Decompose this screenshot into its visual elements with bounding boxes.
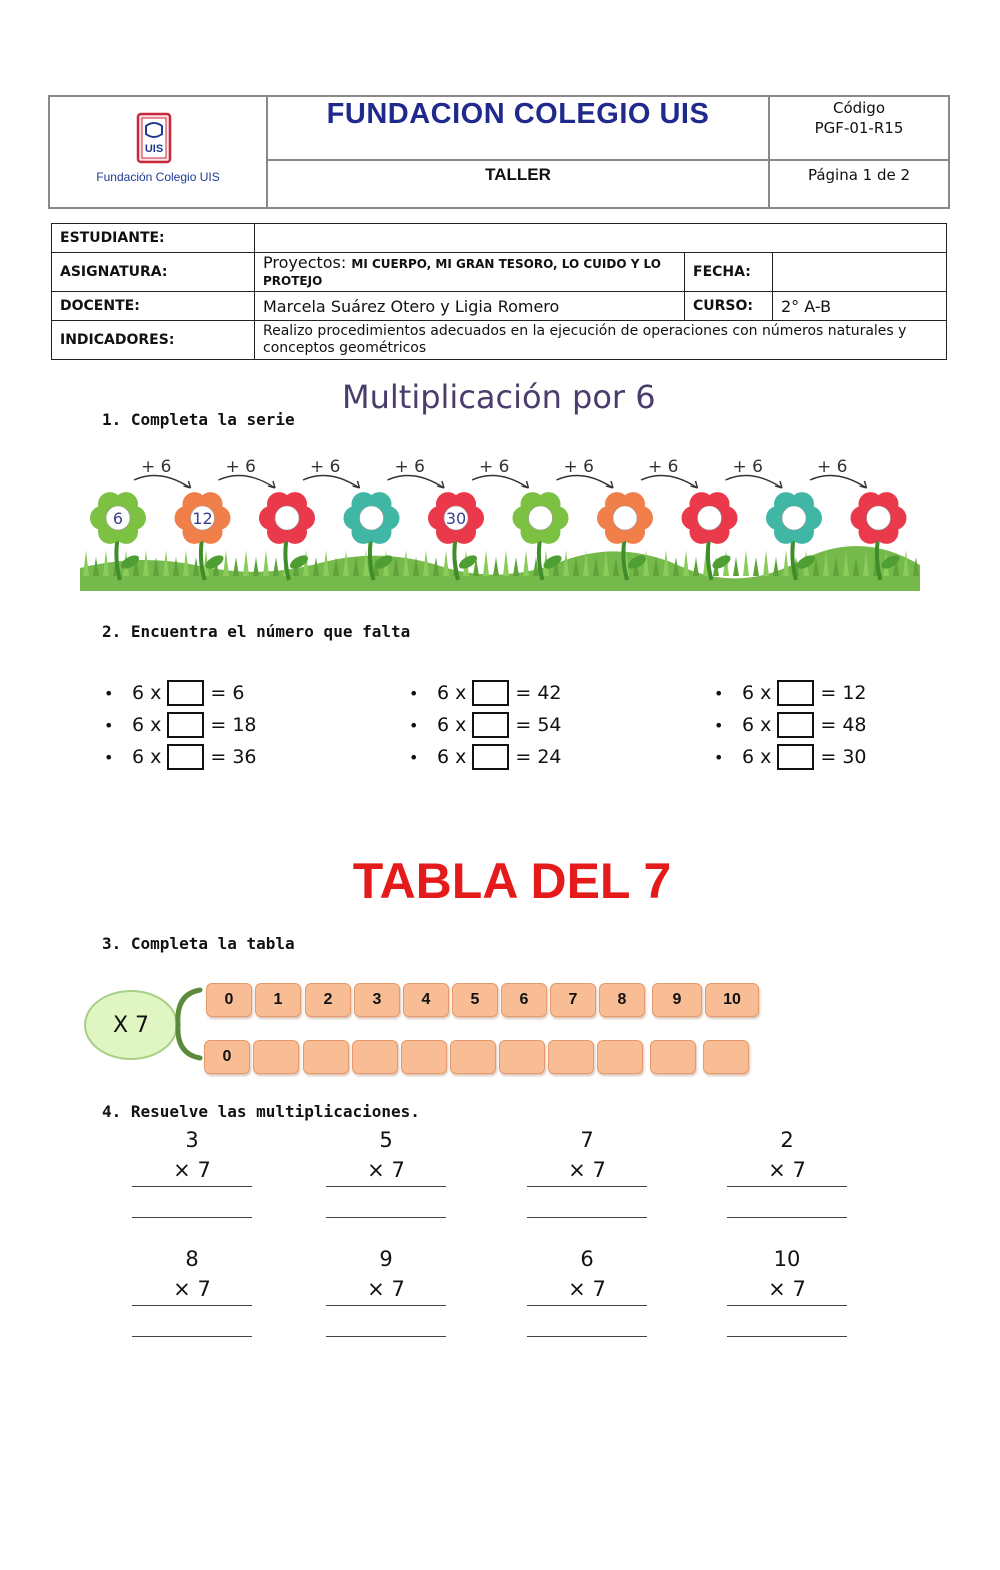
flower-series <box>80 448 920 593</box>
answer-tile[interactable] <box>548 1040 594 1074</box>
flower-center[interactable] <box>529 506 553 530</box>
flower-stem <box>454 536 458 580</box>
answer-line[interactable] <box>727 1306 847 1337</box>
grass-blade <box>763 550 769 576</box>
subject-value: MI CUERPO, MI GRAN TESORO, LO CUIDO Y LO PROTEJO <box>263 257 661 288</box>
student-info-table <box>51 223 947 360</box>
question-3-heading: 3. Completa la tabla <box>102 934 295 953</box>
grass-blade <box>773 557 779 576</box>
answer-tile[interactable] <box>703 1040 749 1074</box>
flower-center[interactable] <box>360 506 384 530</box>
section-title-mult6: Multiplicación por 6 <box>342 378 656 416</box>
equation-result: = 48 <box>820 714 867 736</box>
vertical-multiplication <box>727 1128 847 1218</box>
flower-center[interactable] <box>613 506 637 530</box>
answer-line[interactable] <box>132 1187 252 1218</box>
step-label: + 6 <box>225 457 256 477</box>
step-label: + 6 <box>817 457 848 477</box>
answer-box[interactable] <box>472 712 509 738</box>
flower-number: 12 <box>192 509 213 528</box>
flower-number: 6 <box>112 509 124 528</box>
arrow-icon <box>303 476 360 489</box>
multiplier-line: × 7 <box>132 1158 252 1187</box>
code-label: Código <box>832 99 886 117</box>
answer-line[interactable] <box>527 1187 647 1218</box>
arrow-icon <box>388 476 445 489</box>
grass-blade <box>753 557 759 576</box>
flower <box>682 492 738 580</box>
teacher-value: Marcela Suárez Otero y Ligia Romero <box>255 292 685 321</box>
question-4-heading: 4. Resuelve las multiplicaciones. <box>102 1102 420 1121</box>
equation-prefix: 6 x <box>132 746 162 768</box>
teacher-label: DOCENTE: <box>52 292 255 321</box>
bullet-icon: • <box>104 747 114 767</box>
grass-blade <box>443 550 449 576</box>
bracket-icon <box>168 984 208 1064</box>
arrow-icon <box>134 476 191 489</box>
flower-center[interactable] <box>698 506 722 530</box>
number-tile: 5 <box>452 983 498 1017</box>
multiplicand: 9 <box>379 1247 393 1271</box>
answer-box[interactable] <box>167 680 204 706</box>
grass-blade <box>83 550 89 576</box>
answer-box[interactable] <box>472 680 509 706</box>
arrow-icon <box>472 476 529 489</box>
multiplier-line: × 7 <box>727 1158 847 1187</box>
grass-blade <box>743 550 749 576</box>
equation <box>104 712 257 738</box>
date-field[interactable] <box>773 253 947 292</box>
number-tile: 3 <box>354 983 400 1017</box>
flower-stem <box>539 536 543 580</box>
equation <box>409 680 562 706</box>
grass-blade <box>693 557 699 576</box>
equation <box>104 680 244 706</box>
flower-stem <box>285 536 289 580</box>
bullet-icon: • <box>409 715 419 735</box>
question-2-heading: 2. Encuentra el número que falta <box>102 622 411 641</box>
student-label: ESTUDIANTE: <box>52 224 255 253</box>
equation-result: = 54 <box>515 714 562 736</box>
multiplicand: 5 <box>379 1128 393 1152</box>
equation <box>409 712 562 738</box>
answer-box[interactable] <box>472 744 509 770</box>
grass-blade <box>513 557 519 576</box>
section-title-tabla7: TABLA DEL 7 <box>352 853 672 909</box>
logo-caption: Fundación Colegio UIS <box>96 170 220 184</box>
number-tile: 7 <box>550 983 596 1017</box>
indicators-value: Realizo procedimientos adecuados en la ejecución de operaciones con números naturales y conceptos geométricos <box>255 321 947 360</box>
arrow-icon <box>219 476 276 489</box>
vertical-multiplication <box>326 1128 446 1218</box>
flower-stem <box>792 536 796 580</box>
equation-result: = 18 <box>210 714 257 736</box>
multiplicand: 7 <box>580 1128 594 1152</box>
vertical-multiplication <box>132 1247 252 1337</box>
equation-prefix: 6 x <box>742 746 772 768</box>
equation-prefix: 6 x <box>742 714 772 736</box>
number-tile: 0 <box>206 983 252 1017</box>
document-type: TALLER <box>485 165 551 184</box>
grass-blade <box>483 550 489 576</box>
number-tile: 9 <box>652 983 702 1017</box>
date-label: FECHA: <box>685 253 773 292</box>
equation-prefix: 6 x <box>742 682 772 704</box>
institution-title: FUNDACION COLEGIO UIS <box>326 98 710 130</box>
question-1-heading: 1. Completa la serie <box>102 410 295 429</box>
grass-blade <box>263 550 269 576</box>
grass-blade <box>223 550 229 576</box>
subject-prefix: Proyectos: <box>263 253 347 272</box>
subject-label: ASIGNATURA: <box>52 253 255 292</box>
answer-line[interactable] <box>527 1306 647 1337</box>
answer-box[interactable] <box>167 712 204 738</box>
multiplicand: 2 <box>780 1128 794 1152</box>
answer-tile[interactable] <box>499 1040 545 1074</box>
answer-line[interactable] <box>727 1187 847 1218</box>
code-value: PGF-01-R15 <box>814 119 904 137</box>
school-logo-icon <box>134 112 176 166</box>
answer-tile[interactable] <box>650 1040 696 1074</box>
page-info: Página 1 de 2 <box>807 166 911 184</box>
vertical-multiplication <box>527 1247 647 1337</box>
logo-mark: UIS <box>144 143 164 155</box>
vertical-multiplication <box>527 1128 647 1218</box>
vertical-multiplication <box>132 1128 252 1218</box>
bullet-icon: • <box>409 747 419 767</box>
course-value: 2° A-B <box>773 292 947 321</box>
step-label: + 6 <box>732 457 763 477</box>
vertical-multiplication <box>326 1247 446 1337</box>
step-label: + 6 <box>563 457 594 477</box>
flower-leaf <box>710 553 732 572</box>
grass-blade <box>733 557 739 576</box>
bullet-icon: • <box>714 683 724 703</box>
number-tile: 10 <box>705 983 759 1017</box>
indicators-label: INDICADORES: <box>52 321 255 360</box>
flower-stem <box>201 536 205 580</box>
multiplier-line: × 7 <box>132 1277 252 1306</box>
equation-result: = 42 <box>515 682 562 704</box>
grass-blade <box>243 550 249 576</box>
equation <box>714 744 867 770</box>
flower-stem <box>708 536 712 580</box>
equation <box>104 744 257 770</box>
equation-result: = 24 <box>515 746 562 768</box>
bullet-icon: • <box>714 747 724 767</box>
grass-blade <box>523 550 529 576</box>
answer-line[interactable] <box>326 1187 446 1218</box>
equation-result: = 30 <box>820 746 867 768</box>
grass-blade <box>273 557 279 576</box>
bullet-icon: • <box>104 683 114 703</box>
bullet-icon: • <box>104 715 114 735</box>
answer-tile[interactable] <box>450 1040 496 1074</box>
vertical-multiplication <box>727 1247 847 1337</box>
multiplicand: 10 <box>773 1247 801 1271</box>
grass-blade <box>503 550 509 576</box>
answer-box[interactable] <box>777 680 814 706</box>
answer-line[interactable] <box>132 1306 252 1337</box>
course-label: CURSO: <box>685 292 773 321</box>
bullet-icon: • <box>409 683 419 703</box>
multiplicand: 8 <box>185 1247 199 1271</box>
multiplier-line: × 7 <box>727 1277 847 1306</box>
multiplier-line: × 7 <box>326 1158 446 1187</box>
multiplier-line: × 7 <box>527 1158 647 1187</box>
grass-blade <box>183 550 189 576</box>
number-tile: 8 <box>599 983 645 1017</box>
grass-blade <box>493 557 499 576</box>
flower-stem <box>116 536 120 580</box>
step-label: + 6 <box>141 457 172 477</box>
equation-prefix: 6 x <box>132 714 162 736</box>
step-label: + 6 <box>394 457 425 477</box>
flower-center[interactable] <box>782 506 806 530</box>
number-tile: 1 <box>255 983 301 1017</box>
number-tile: 0 <box>204 1040 250 1074</box>
arrow-icon <box>810 476 867 489</box>
answer-tile[interactable] <box>303 1040 349 1074</box>
answer-line[interactable] <box>326 1306 446 1337</box>
flower-center[interactable] <box>867 506 891 530</box>
student-field[interactable] <box>255 224 947 253</box>
number-tile: 4 <box>403 983 449 1017</box>
step-label: + 6 <box>648 457 679 477</box>
answer-box[interactable] <box>777 744 814 770</box>
arrow-icon <box>557 476 614 489</box>
subject-cell <box>255 253 685 292</box>
equation-prefix: 6 x <box>437 682 467 704</box>
number-tile: 2 <box>305 983 351 1017</box>
grass-blade <box>683 550 689 576</box>
equation-result: = 12 <box>820 682 867 704</box>
equation <box>714 712 867 738</box>
multiplicand: 3 <box>185 1128 199 1152</box>
step-label: + 6 <box>479 457 510 477</box>
answer-box[interactable] <box>167 744 204 770</box>
equation-prefix: 6 x <box>437 746 467 768</box>
grass-blade <box>253 557 259 576</box>
answer-tile[interactable] <box>401 1040 447 1074</box>
multiplier-oval: X 7 <box>84 990 178 1060</box>
answer-tile[interactable] <box>597 1040 643 1074</box>
equation <box>409 744 562 770</box>
multiplicand: 6 <box>580 1247 594 1271</box>
flower-number: 30 <box>445 509 467 528</box>
arrow-icon <box>641 476 698 489</box>
equation-result: = 36 <box>210 746 257 768</box>
multiplier-line: × 7 <box>326 1277 446 1306</box>
header-divider <box>268 159 948 161</box>
grass-blade <box>783 550 789 576</box>
equation-result: = 6 <box>210 682 245 704</box>
equation <box>714 680 867 706</box>
arrow-icon <box>726 476 783 489</box>
grass-blade <box>233 557 239 576</box>
answer-tile[interactable] <box>253 1040 299 1074</box>
equation-prefix: 6 x <box>437 714 467 736</box>
answer-box[interactable] <box>777 712 814 738</box>
multiplier-line: × 7 <box>527 1277 647 1306</box>
number-tile: 6 <box>501 983 547 1017</box>
bullet-icon: • <box>714 715 724 735</box>
answer-tile[interactable] <box>352 1040 398 1074</box>
flower-center[interactable] <box>275 506 299 530</box>
equation-prefix: 6 x <box>132 682 162 704</box>
step-label: + 6 <box>310 457 341 477</box>
